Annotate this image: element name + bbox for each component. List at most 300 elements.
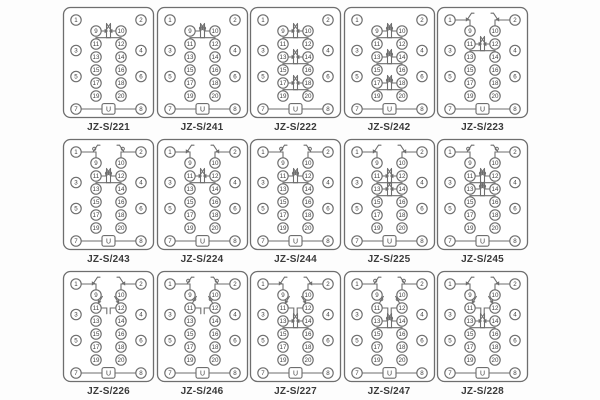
svg-text:18: 18 — [398, 344, 405, 352]
terminal-16 — [490, 197, 500, 207]
terminal-8 — [510, 236, 520, 246]
relay-pinout-svg — [156, 138, 249, 251]
coil-voltage-box — [196, 236, 209, 247]
terminal-19 — [184, 355, 194, 365]
svg-text:18: 18 — [211, 344, 218, 352]
svg-text:11: 11 — [186, 173, 193, 181]
svg-text:15: 15 — [92, 199, 100, 207]
svg-text:14: 14 — [304, 54, 312, 62]
svg-text:11: 11 — [279, 305, 287, 313]
svg-text:8: 8 — [326, 370, 330, 378]
terminal-9 — [278, 158, 288, 168]
svg-text:12: 12 — [117, 41, 125, 49]
terminal-8 — [510, 368, 520, 378]
svg-text:11: 11 — [92, 41, 100, 49]
svg-text:17: 17 — [92, 212, 100, 220]
svg-text:9: 9 — [281, 28, 285, 36]
diagram-grid — [62, 6, 530, 400]
terminal-20 — [490, 223, 500, 233]
terminal-16 — [303, 65, 313, 75]
terminal-19 — [278, 223, 288, 233]
svg-text:9: 9 — [468, 28, 472, 36]
terminal-20 — [303, 355, 313, 365]
svg-text:7: 7 — [261, 370, 265, 378]
terminal-12 — [396, 39, 406, 49]
svg-text:4: 4 — [139, 179, 143, 187]
svg-text:15: 15 — [466, 199, 474, 207]
svg-text:8: 8 — [139, 370, 143, 378]
terminal-3 — [164, 177, 174, 187]
svg-text:18: 18 — [304, 344, 312, 352]
terminal-14 — [490, 184, 500, 194]
diagram-label: JZ-S/223 — [461, 122, 504, 133]
svg-text:14: 14 — [117, 186, 125, 194]
svg-text:8: 8 — [326, 106, 330, 114]
svg-text:4: 4 — [232, 179, 237, 187]
svg-text:7: 7 — [167, 106, 172, 114]
svg-text:3: 3 — [167, 179, 172, 187]
svg-text:1: 1 — [448, 281, 452, 289]
terminal-8 — [416, 236, 426, 246]
terminal-5 — [71, 335, 81, 345]
terminal-18 — [490, 342, 500, 352]
svg-text:U: U — [386, 238, 392, 246]
svg-text:1: 1 — [74, 281, 78, 289]
svg-text:14: 14 — [491, 54, 499, 62]
terminal-5 — [445, 335, 455, 345]
svg-text:14: 14 — [117, 54, 125, 62]
terminal-17 — [91, 78, 101, 88]
terminal-13 — [371, 184, 381, 194]
terminal-13 — [371, 316, 381, 326]
svg-text:16: 16 — [398, 199, 405, 207]
svg-text:17: 17 — [466, 344, 474, 352]
terminal-16 — [396, 197, 406, 207]
svg-text:17: 17 — [373, 212, 380, 220]
svg-text:18: 18 — [491, 212, 499, 220]
terminal-15 — [91, 65, 101, 75]
svg-text:U: U — [292, 106, 299, 114]
terminal-14 — [396, 316, 406, 326]
terminal-15 — [184, 329, 194, 339]
terminal-18 — [303, 342, 313, 352]
svg-text:4: 4 — [419, 47, 424, 55]
svg-text:6: 6 — [232, 337, 237, 345]
relay-diagram — [249, 6, 342, 138]
terminal-4 — [323, 177, 333, 187]
svg-text:15: 15 — [373, 331, 380, 339]
svg-text:18: 18 — [117, 212, 125, 220]
diagram-label: JZ-S/247 — [367, 386, 411, 397]
terminal-11 — [91, 303, 101, 313]
svg-text:15: 15 — [186, 67, 193, 75]
terminal-11 — [91, 39, 101, 49]
terminal-12 — [303, 39, 313, 49]
svg-text:U: U — [199, 370, 205, 378]
relay-pinout-svg — [436, 270, 529, 383]
terminal-15 — [465, 329, 475, 339]
terminal-18 — [396, 78, 406, 88]
terminal-13 — [91, 184, 101, 194]
svg-text:10: 10 — [117, 28, 125, 36]
terminal-12 — [490, 39, 500, 49]
svg-text:9: 9 — [374, 160, 379, 168]
terminal-8 — [229, 104, 239, 114]
svg-text:18: 18 — [398, 80, 405, 88]
terminal-19 — [184, 223, 194, 233]
coil-voltage-box — [196, 104, 209, 115]
svg-text:13: 13 — [279, 186, 287, 194]
terminal-14 — [303, 184, 313, 194]
svg-text:12: 12 — [491, 305, 499, 313]
coil-voltage-box — [102, 104, 115, 115]
terminal-4 — [229, 45, 239, 55]
svg-text:7: 7 — [261, 106, 265, 114]
svg-text:4: 4 — [513, 179, 517, 187]
svg-text:11: 11 — [466, 173, 474, 181]
svg-text:11: 11 — [279, 173, 287, 181]
terminal-5 — [445, 203, 455, 213]
svg-text:17: 17 — [373, 80, 380, 88]
svg-text:13: 13 — [373, 186, 380, 194]
svg-text:13: 13 — [373, 54, 380, 62]
terminal-8 — [323, 104, 333, 114]
terminal-2 — [510, 15, 520, 25]
terminal-2 — [323, 147, 333, 157]
terminal-2 — [416, 15, 426, 25]
svg-text:18: 18 — [491, 344, 499, 352]
terminal-2 — [136, 279, 146, 289]
terminal-13 — [278, 316, 288, 326]
terminal-17 — [465, 210, 475, 220]
svg-text:5: 5 — [448, 73, 452, 81]
terminal-7 — [258, 236, 268, 246]
terminal-20 — [303, 223, 313, 233]
terminal-1 — [258, 279, 268, 289]
terminal-9 — [371, 290, 381, 300]
terminal-17 — [278, 342, 288, 352]
terminal-4 — [323, 45, 333, 55]
terminal-8 — [229, 368, 239, 378]
svg-text:12: 12 — [398, 41, 405, 49]
terminal-1 — [164, 147, 174, 157]
terminal-6 — [416, 203, 426, 213]
svg-text:14: 14 — [304, 186, 312, 194]
svg-text:12: 12 — [304, 173, 312, 181]
terminal-9 — [278, 26, 288, 36]
coil-voltage-box — [102, 236, 115, 247]
terminal-4 — [416, 45, 426, 55]
terminal-15 — [278, 329, 288, 339]
terminal-12 — [490, 171, 500, 181]
svg-text:8: 8 — [513, 106, 517, 114]
terminal-3 — [445, 309, 455, 319]
svg-text:1: 1 — [354, 17, 359, 25]
terminal-20 — [209, 223, 219, 233]
terminal-17 — [91, 342, 101, 352]
terminal-6 — [229, 335, 239, 345]
svg-text:3: 3 — [448, 47, 452, 55]
terminal-11 — [278, 39, 288, 49]
svg-text:19: 19 — [279, 357, 287, 365]
svg-text:4: 4 — [232, 311, 237, 319]
relay-pinout-svg — [62, 270, 155, 383]
svg-text:12: 12 — [211, 305, 218, 313]
terminal-10 — [396, 158, 406, 168]
terminal-19 — [465, 355, 475, 365]
svg-text:4: 4 — [513, 47, 517, 55]
terminal-10 — [116, 290, 126, 300]
terminal-6 — [136, 71, 146, 81]
relay-pinout-svg — [343, 138, 436, 251]
terminal-18 — [116, 78, 126, 88]
svg-text:5: 5 — [261, 73, 265, 81]
svg-text:4: 4 — [326, 311, 330, 319]
svg-text:18: 18 — [117, 80, 125, 88]
svg-text:20: 20 — [491, 357, 499, 365]
svg-text:2: 2 — [139, 281, 143, 289]
svg-text:20: 20 — [117, 225, 125, 233]
svg-text:15: 15 — [279, 331, 287, 339]
terminal-12 — [116, 303, 126, 313]
terminal-17 — [371, 342, 381, 352]
terminal-16 — [303, 329, 313, 339]
terminal-7 — [258, 368, 268, 378]
terminal-15 — [371, 329, 381, 339]
terminal-10 — [396, 290, 406, 300]
svg-text:15: 15 — [186, 331, 193, 339]
terminal-9 — [184, 290, 194, 300]
terminal-6 — [323, 203, 333, 213]
terminal-12 — [303, 171, 313, 181]
svg-text:8: 8 — [419, 370, 424, 378]
terminal-4 — [323, 309, 333, 319]
svg-text:9: 9 — [187, 292, 192, 300]
terminal-6 — [229, 71, 239, 81]
terminal-20 — [209, 355, 219, 365]
terminal-19 — [91, 91, 101, 101]
svg-text:8: 8 — [513, 238, 517, 246]
terminal-1 — [164, 15, 174, 25]
svg-text:10: 10 — [398, 292, 405, 300]
svg-text:16: 16 — [491, 331, 499, 339]
terminal-13 — [91, 52, 101, 62]
svg-text:3: 3 — [354, 311, 359, 319]
coil-voltage-box — [289, 104, 302, 115]
svg-text:12: 12 — [398, 173, 405, 181]
svg-text:6: 6 — [419, 205, 424, 213]
svg-text:13: 13 — [186, 186, 193, 194]
svg-text:20: 20 — [211, 93, 218, 101]
svg-text:10: 10 — [211, 160, 218, 168]
terminal-3 — [351, 177, 361, 187]
svg-text:7: 7 — [354, 370, 359, 378]
svg-text:7: 7 — [167, 238, 172, 246]
svg-text:6: 6 — [513, 73, 517, 81]
svg-text:7: 7 — [448, 238, 452, 246]
terminal-2 — [136, 15, 146, 25]
svg-text:11: 11 — [186, 305, 193, 313]
svg-text:14: 14 — [491, 186, 499, 194]
relay-pinout-svg — [249, 138, 342, 251]
relay-diagram — [62, 270, 155, 400]
terminal-5 — [445, 71, 455, 81]
terminal-12 — [209, 39, 219, 49]
svg-text:20: 20 — [211, 357, 218, 365]
terminal-12 — [303, 303, 313, 313]
terminal-17 — [91, 210, 101, 220]
svg-text:10: 10 — [117, 160, 125, 168]
svg-text:2: 2 — [326, 17, 330, 25]
svg-text:2: 2 — [513, 281, 517, 289]
terminal-16 — [209, 329, 219, 339]
terminal-5 — [351, 203, 361, 213]
svg-text:11: 11 — [373, 173, 380, 181]
terminal-15 — [371, 65, 381, 75]
svg-text:2: 2 — [326, 149, 330, 157]
svg-text:18: 18 — [398, 212, 405, 220]
relay-pinout-svg — [249, 270, 342, 383]
svg-text:10: 10 — [304, 160, 312, 168]
terminal-6 — [136, 203, 146, 213]
svg-text:2: 2 — [513, 149, 517, 157]
svg-text:13: 13 — [92, 318, 100, 326]
svg-text:8: 8 — [419, 238, 424, 246]
terminal-9 — [184, 158, 194, 168]
terminal-7 — [445, 104, 455, 114]
svg-text:2: 2 — [232, 149, 237, 157]
terminal-11 — [465, 303, 475, 313]
svg-text:13: 13 — [186, 54, 193, 62]
terminal-11 — [278, 303, 288, 313]
svg-text:6: 6 — [326, 73, 330, 81]
terminal-5 — [258, 335, 268, 345]
svg-text:2: 2 — [419, 149, 424, 157]
terminal-18 — [116, 342, 126, 352]
svg-text:13: 13 — [92, 54, 100, 62]
terminal-17 — [184, 78, 194, 88]
terminal-3 — [445, 177, 455, 187]
terminal-15 — [184, 197, 194, 207]
svg-text:9: 9 — [281, 292, 285, 300]
svg-text:14: 14 — [398, 186, 405, 194]
terminal-3 — [71, 309, 81, 319]
svg-text:19: 19 — [92, 93, 100, 101]
terminal-1 — [258, 15, 268, 25]
svg-text:U: U — [199, 238, 205, 246]
svg-text:20: 20 — [398, 93, 405, 101]
terminal-16 — [116, 329, 126, 339]
terminal-10 — [116, 158, 126, 168]
terminal-6 — [136, 335, 146, 345]
svg-text:18: 18 — [304, 80, 312, 88]
terminal-5 — [351, 71, 361, 81]
svg-text:10: 10 — [398, 160, 405, 168]
svg-text:3: 3 — [74, 47, 78, 55]
terminal-13 — [465, 52, 475, 62]
terminal-7 — [71, 236, 81, 246]
terminal-14 — [303, 316, 313, 326]
svg-text:11: 11 — [92, 305, 100, 313]
svg-text:9: 9 — [281, 160, 285, 168]
svg-text:19: 19 — [373, 225, 380, 233]
svg-text:10: 10 — [398, 28, 405, 36]
svg-text:3: 3 — [261, 47, 265, 55]
terminal-12 — [209, 303, 219, 313]
terminal-1 — [445, 15, 455, 25]
svg-text:19: 19 — [186, 93, 193, 101]
diagram-label: JZ-S/225 — [367, 254, 411, 265]
terminal-17 — [371, 78, 381, 88]
svg-text:U: U — [199, 106, 205, 114]
svg-text:11: 11 — [92, 173, 100, 181]
terminal-13 — [184, 316, 194, 326]
svg-text:U: U — [292, 370, 299, 378]
svg-text:6: 6 — [139, 337, 143, 345]
coil-voltage-box — [476, 104, 489, 115]
terminal-17 — [278, 210, 288, 220]
coil-voltage-box — [476, 368, 489, 379]
svg-text:15: 15 — [466, 67, 474, 75]
svg-text:20: 20 — [491, 225, 499, 233]
svg-text:1: 1 — [448, 17, 452, 25]
terminal-11 — [371, 171, 381, 181]
terminal-5 — [164, 203, 174, 213]
svg-text:7: 7 — [74, 370, 78, 378]
terminal-10 — [303, 26, 313, 36]
svg-text:13: 13 — [466, 186, 474, 194]
svg-text:19: 19 — [186, 357, 193, 365]
terminal-9 — [371, 158, 381, 168]
terminal-16 — [490, 65, 500, 75]
relay-diagram — [249, 270, 342, 400]
svg-text:5: 5 — [448, 337, 452, 345]
terminal-3 — [258, 177, 268, 187]
svg-text:13: 13 — [186, 318, 193, 326]
svg-text:U: U — [105, 238, 112, 246]
svg-text:1: 1 — [354, 281, 359, 289]
svg-text:3: 3 — [74, 179, 78, 187]
terminal-10 — [490, 158, 500, 168]
terminal-8 — [136, 236, 146, 246]
svg-text:16: 16 — [491, 199, 499, 207]
relay-pinout-svg — [249, 6, 342, 119]
terminal-3 — [258, 309, 268, 319]
coil-voltage-box — [383, 236, 396, 247]
terminal-19 — [371, 91, 381, 101]
terminal-16 — [396, 65, 406, 75]
terminal-20 — [396, 223, 406, 233]
svg-text:U: U — [386, 370, 392, 378]
terminal-20 — [490, 355, 500, 365]
terminal-8 — [323, 368, 333, 378]
terminal-2 — [323, 279, 333, 289]
terminal-17 — [465, 342, 475, 352]
svg-text:5: 5 — [74, 337, 78, 345]
terminal-4 — [136, 309, 146, 319]
svg-text:13: 13 — [466, 54, 474, 62]
terminal-4 — [416, 177, 426, 187]
relay-pinout-svg — [156, 6, 249, 119]
terminal-7 — [164, 236, 174, 246]
diagram-label: JZ-S/246 — [180, 386, 224, 397]
coil-voltage-box — [383, 368, 396, 379]
terminal-16 — [209, 65, 219, 75]
diagram-label: JZ-S/244 — [274, 254, 317, 265]
terminal-11 — [278, 171, 288, 181]
svg-text:8: 8 — [513, 370, 517, 378]
terminal-9 — [465, 158, 475, 168]
